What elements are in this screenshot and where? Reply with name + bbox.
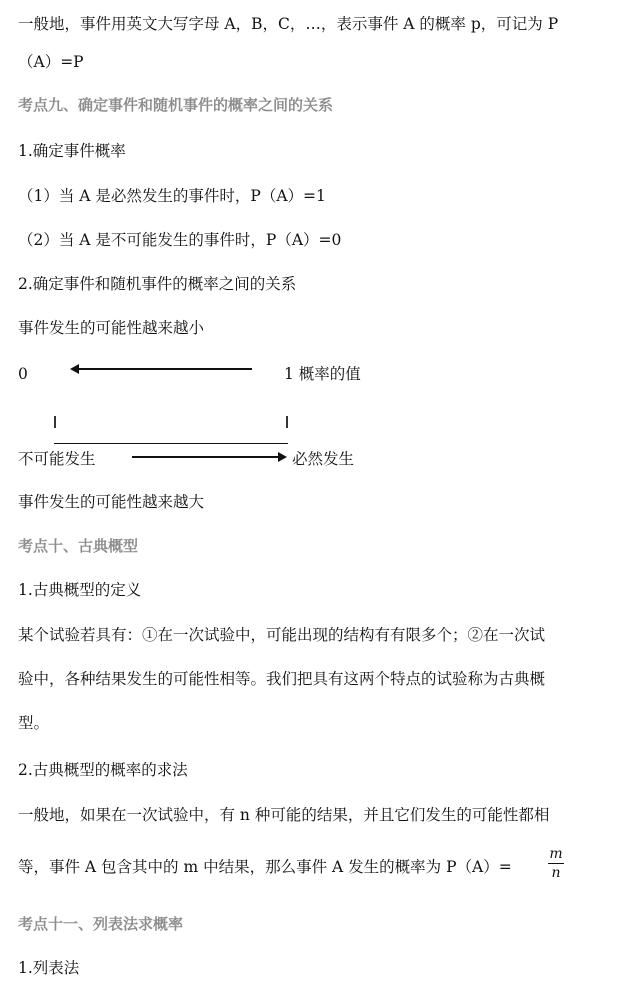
fraction-bar bbox=[548, 863, 564, 864]
paragraph-line: 验中，各种结果发生的可能性相等。我们把具有这两个特点的试验称为古典概 bbox=[18, 670, 546, 688]
impossible-label: 不可能发生 bbox=[18, 450, 96, 468]
fraction-denominator: n bbox=[551, 865, 561, 881]
zero-label: 0 bbox=[18, 365, 28, 383]
fraction bbox=[548, 846, 564, 881]
paragraph-line: 一般地，事件用英文大写字母 A，B，C，…，表示事件 A 的概率 p，可记为 P bbox=[18, 15, 559, 33]
certain-label: 必然发生 bbox=[292, 450, 355, 468]
section-heading-10: 考点十、古典概型 bbox=[18, 537, 139, 555]
subsection-title: 1.古典概型的定义 bbox=[18, 581, 142, 599]
list-item: （2）当 A 是不可能发生的事件时，P（A）=0 bbox=[18, 231, 342, 249]
fraction-numerator: m bbox=[549, 846, 563, 862]
paragraph-line: 等，事件 A 包含其中的 m 中结果，那么事件 A 发生的概率为 P（A）= bbox=[18, 858, 512, 876]
diagram-bottom-text: 事件发生的可能性越来越大 bbox=[18, 493, 205, 511]
subsection-title: 2.确定事件和随机事件的概率之间的关系 bbox=[18, 275, 297, 293]
paragraph-line: 一般地，如果在一次试验中，有 n 种可能的结果，并且它们发生的可能性都相 bbox=[18, 806, 550, 824]
subsection-title: 1.列表法 bbox=[18, 959, 80, 977]
list-item: （1）当 A 是必然发生的事件时，P（A）=1 bbox=[18, 187, 326, 205]
paragraph-line: （A）=P bbox=[18, 53, 84, 71]
subsection-title: 1.确定事件概率 bbox=[18, 142, 126, 160]
subsection-title: 2.古典概型的概率的求法 bbox=[18, 761, 188, 779]
tick-left bbox=[54, 416, 56, 428]
left-arrow-shaft bbox=[78, 368, 252, 370]
diagram-top-text: 事件发生的可能性越来越小 bbox=[18, 319, 205, 337]
one-label: 1 概率的值 bbox=[284, 365, 361, 383]
baseline bbox=[54, 443, 288, 444]
paragraph-line: 某个试验若具有：①在一次试验中，可能出现的结构有有限多个；②在一次试 bbox=[18, 626, 546, 644]
section-heading-11: 考点十一、列表法求概率 bbox=[18, 915, 184, 933]
paragraph-line: 型。 bbox=[18, 714, 50, 732]
section-heading-9: 考点九、确定事件和随机事件的概率之间的关系 bbox=[18, 96, 334, 114]
right-arrow-head bbox=[278, 452, 287, 462]
right-arrow-shaft bbox=[132, 456, 278, 458]
tick-right bbox=[286, 416, 288, 428]
